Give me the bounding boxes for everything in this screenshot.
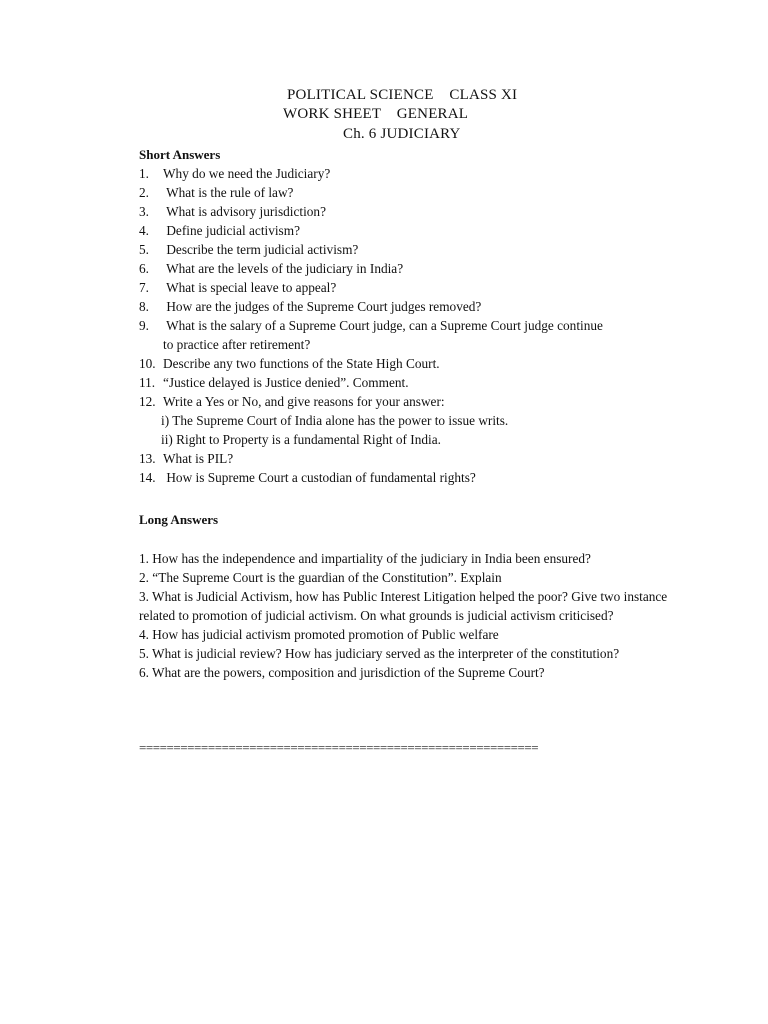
short-answers-list (139, 164, 699, 487)
question-item (139, 373, 699, 392)
question-number: 8. (139, 299, 149, 314)
question-number: 7. (139, 280, 149, 295)
question-text: What is the salary of a Supreme Court judge, can a Supreme Court judge continue (163, 318, 603, 333)
short-answers-heading: Short Answers (139, 147, 221, 162)
question-text: What is advisory jurisdiction? (163, 204, 326, 219)
question-number: 6. (139, 261, 149, 276)
question-text: Describe any two functions of the State High Court. (163, 356, 440, 371)
long-question-item: 4. How has judicial activism promoted promotion of Public welfare (139, 627, 499, 642)
question-text: How are the judges of the Supreme Court judges removed? (163, 299, 482, 314)
question-text: What is the rule of law? (163, 185, 294, 200)
long-question-item: 6. What are the powers, composition and jurisdiction of the Supreme Court? (139, 665, 545, 680)
long-answers-heading: Long Answers (139, 512, 219, 527)
question-text: “Justice delayed is Justice denied”. Comment. (163, 375, 409, 390)
question-number: 2. (139, 185, 149, 200)
question-text: Why do we need the Judiciary? (163, 166, 331, 181)
long-question-item: 2. “The Supreme Court is the guardian of the Constitution”. Explain (139, 570, 502, 585)
title-subject-class: POLITICAL SCIENCE CLASS XI (287, 87, 518, 103)
question-item (139, 392, 699, 449)
question-item (139, 259, 699, 278)
question-number: 3. (139, 204, 149, 219)
long-question-item: 1. How has the independence and impartiality of the judiciary in India been ensured? (139, 551, 591, 566)
question-item (139, 164, 699, 183)
question-number: 11. (139, 375, 156, 390)
question-item (139, 240, 699, 259)
question-number: 10. (139, 356, 156, 371)
question-item (139, 468, 699, 487)
question-text: Define judicial activism? (163, 223, 300, 238)
question-number: 14. (139, 470, 156, 485)
question-text: How is Supreme Court a custodian of fundamental rights? (163, 470, 476, 485)
long-answers-list (139, 549, 679, 682)
question-text: Describe the term judicial activism? (163, 242, 359, 257)
title-chapter: Ch. 6 JUDICIARY (343, 126, 461, 142)
question-item (139, 297, 699, 316)
question-number: 4. (139, 223, 149, 238)
question-item (139, 449, 699, 468)
question-item (139, 202, 699, 221)
question-item (139, 278, 699, 297)
question-text: What is special leave to appeal? (163, 280, 337, 295)
long-question-item: 5. What is judicial review? How has judiciary served as the interpreter of the constitution? (139, 646, 620, 661)
question-text: What is PIL? (163, 451, 234, 466)
question-number: 9. (139, 318, 149, 333)
question-subpart: i) The Supreme Court of India alone has the power to issue writs. (161, 413, 509, 428)
question-number: 12. (139, 394, 156, 409)
question-item (139, 221, 699, 240)
question-item (139, 316, 699, 354)
question-continuation: to practice after retirement? (163, 337, 311, 352)
question-item (139, 354, 699, 373)
title-worksheet-type: WORK SHEET GENERAL (283, 106, 469, 122)
question-item (139, 183, 699, 202)
question-subpart: ii) Right to Property is a fundamental Right of India. (161, 432, 441, 447)
question-text: Write a Yes or No, and give reasons for your answer: (163, 394, 445, 409)
question-number: 5. (139, 242, 149, 257)
long-question-item: 3. What is Judicial Activism, how has Public Interest Litigation helped the poor? Give two instance related to promotion of judicial activism. On what grounds is judicial activism criticised? (139, 589, 668, 623)
question-number: 13. (139, 451, 156, 466)
footer-rule: ========================================================== (139, 740, 539, 755)
question-number: 1. (139, 166, 149, 181)
question-text: What are the levels of the judiciary in India? (163, 261, 404, 276)
